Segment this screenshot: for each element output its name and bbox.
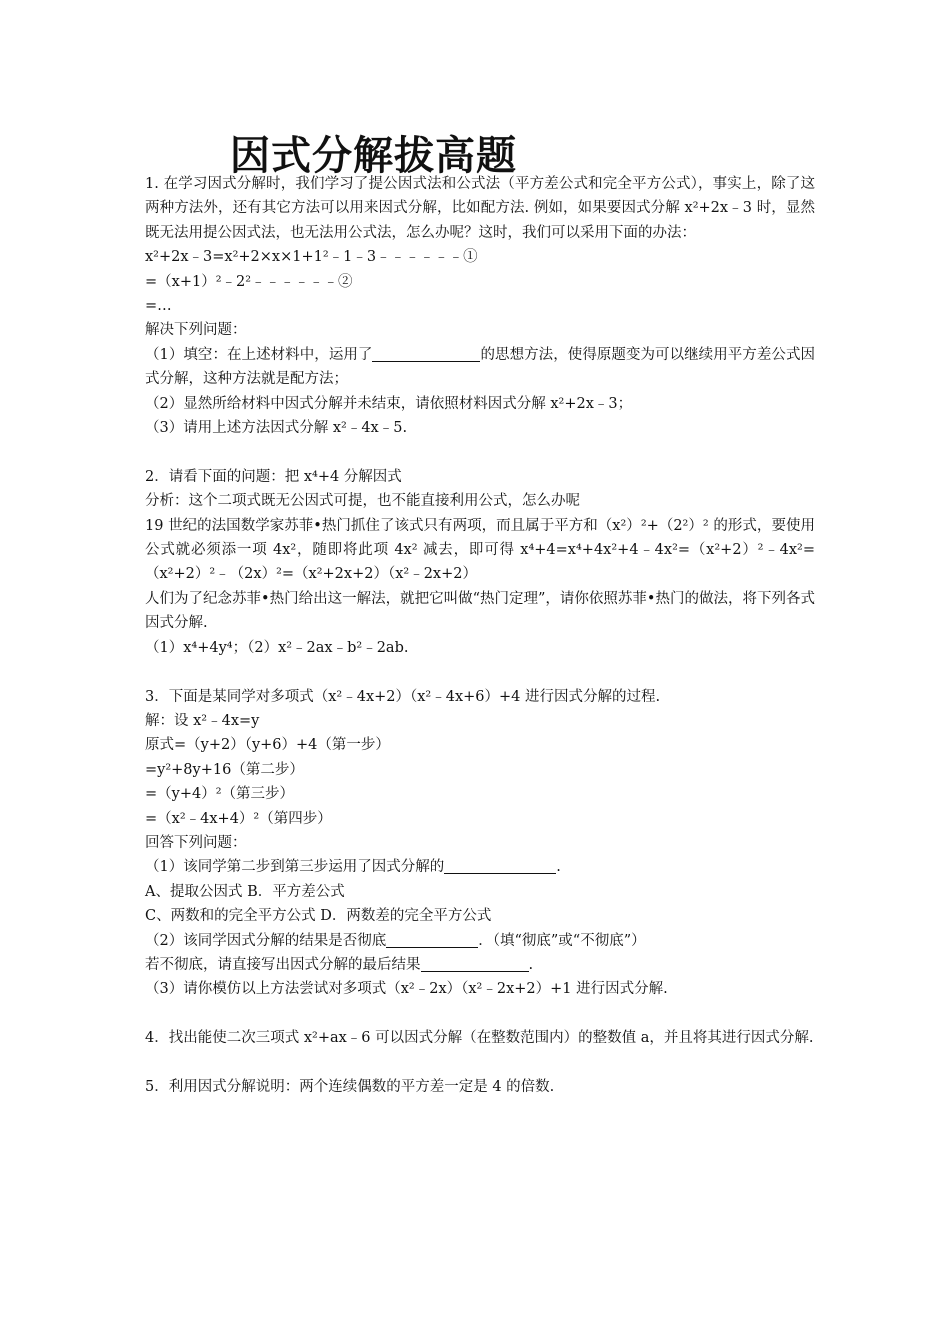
q2-tasks: （1）x⁴+4y⁴；（2）x²﹣2ax﹣b²﹣2ab. [145, 639, 409, 656]
q3-part-1-text-a: （1）该同学第二步到第三步运用了因式分解的 [145, 859, 445, 876]
q5-text: 5．利用因式分解说明：两个连续偶数的平方差一定是 4 的倍数. [145, 1078, 555, 1095]
q1-part-1 [145, 343, 815, 392]
answer-blank[interactable] [386, 931, 478, 948]
spacer [145, 440, 815, 464]
page-title: 因式分解拔高题 [230, 133, 517, 179]
q3-intro: 3．下面是某同学对多项式（x²﹣4x+2）（x²﹣4x+6）+4 进行因式分解的过程. [145, 688, 661, 705]
spacer [145, 1051, 815, 1075]
q1-intro: 1. 在学习因式分解时，我们学习了提公因式法和公式法（平方差公式和完全平方公式），事实上，除了这两种方法外，还有其它方法可以用来因式分解，比如配方法. 例如，如果要因式分解 x²+2x﹣3 时，显然既无法用提公因式法，也无法用公式法，怎么办呢？这时，我们可以采用下面的办法： [145, 176, 815, 241]
q3-part-2-followup [145, 953, 815, 977]
q3-part-1 [145, 855, 815, 879]
answer-blank[interactable] [444, 857, 556, 874]
q1-part-3: （3）请用上述方法因式分解 x²﹣4x﹣5. [145, 420, 408, 437]
q1-step-1: x²+2x﹣3=x²+2×x×1+1²﹣1﹣3﹣﹣﹣﹣﹣﹣① [145, 249, 478, 266]
q3-part-2-text-c: 若不彻底，请直接写出因式分解的最后结果 [145, 956, 421, 973]
q3-options-cd: C、两数和的完全平方公式 D．两数差的完全平方公式 [145, 908, 492, 925]
q3-part-2-text-b: ．（填“彻底”或“不彻底”） [478, 932, 646, 949]
q1-step-3: =… [145, 298, 172, 315]
q4-text: 4．找出能使二次三项式 x²+ax﹣6 可以因式分解（在整数范围内）的整数值 a，并且将其进行因式分解. [145, 1030, 814, 1047]
q2-analysis: 分析：这个二项式既无公因式可提，也不能直接利用公式，怎么办呢 [145, 493, 580, 510]
q2-memorial: 人们为了纪念苏菲•热门给出这一解法，就把它叫做“热门定理”，请你依照苏菲•热门的做法，将下列各式因式分解. [145, 590, 815, 632]
spacer [145, 660, 815, 684]
question-4 [145, 1026, 815, 1050]
q3-step-4: =（x²﹣4x+4）²（第四步） [145, 810, 332, 827]
q3-answer-heading: 回答下列问题： [145, 834, 247, 851]
q3-options-ab: A、提取公因式 B．平方差公式 [145, 883, 345, 900]
q1-part-1-text-a: （1）填空：在上述材料中，运用了 [145, 346, 373, 363]
q3-part-1-text-b: . [556, 859, 561, 876]
q3-step-2: =y²+8y+16（第二步） [145, 761, 304, 778]
q2-history: 19 世纪的法国数学家苏菲•热门抓住了该式只有两项，而且属于平方和（x²）²+（2²）² 的形式，要使用公式就必须添一项 4x²，随即将此项 4x² 减去，即可得 x⁴+4=x⁴+4x²+4﹣4x²=（x²+2）²﹣4x²=（x²+2）²﹣（2x）²=（x²+2x+2）（x²﹣2x+2） [145, 517, 815, 583]
q3-step-3: =（y+4）²（第三步） [145, 786, 295, 803]
document-body [145, 172, 815, 1099]
q3-substitution: 解：设 x²﹣4x=y [145, 712, 260, 729]
q1-solve-heading: 解决下列问题： [145, 322, 247, 339]
q3-part-2-text-d: . [528, 956, 534, 973]
q2-intro: 2．请看下面的问题：把 x⁴+4 分解因式 [145, 468, 402, 485]
q3-part-2-text-a: （2）该同学因式分解的结果是否彻底 [145, 932, 387, 949]
q3-part-2 [145, 929, 815, 953]
q1-step-2: =（x+1）²﹣2²﹣﹣﹣﹣﹣﹣② [145, 273, 353, 290]
answer-blank[interactable] [421, 955, 529, 972]
answer-blank[interactable] [372, 345, 480, 362]
q3-part-3: （3）请你模仿以上方法尝试对多项式（x²﹣2x）（x²﹣2x+2）+1 进行因式分解. [145, 981, 668, 998]
q1-part-1-text-b: 的思想方法，使得原题变为可以继续用平方差公式因式分解，这种方法就是配方法； [145, 346, 815, 388]
question-1 [145, 172, 815, 440]
question-5 [145, 1075, 815, 1099]
question-3 [145, 685, 815, 1002]
q3-step-1: 原式=（y+2）（y+6）+4（第一步） [145, 737, 390, 754]
q1-part-2: （2）显然所给材料中因式分解并未结束，请依照材料因式分解 x²+2x﹣3； [145, 395, 633, 412]
question-2 [145, 465, 815, 660]
spacer [145, 1002, 815, 1026]
